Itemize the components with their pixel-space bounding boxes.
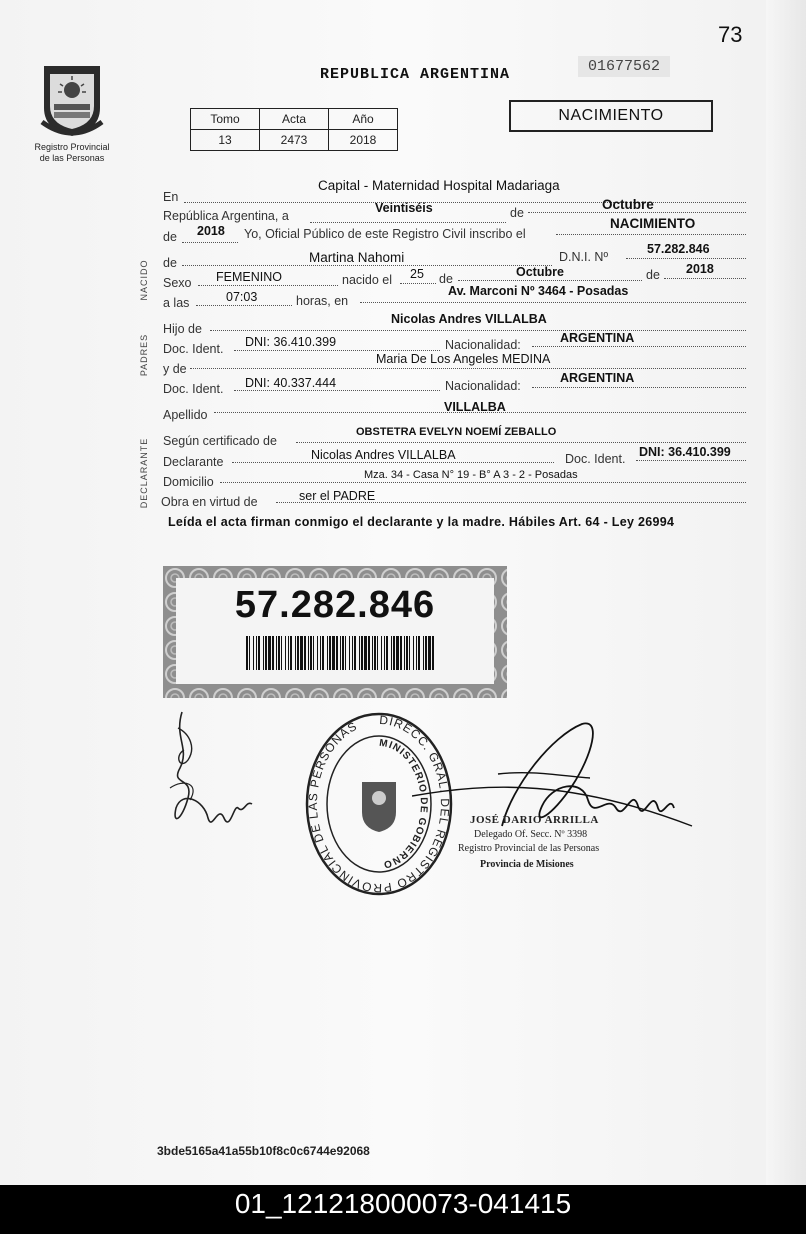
anio-header: Año [329,109,398,130]
dotted-line [556,234,746,235]
barcode-bar [327,636,328,670]
en-label: En [163,190,179,204]
barcode-bar [300,636,303,670]
dotted-line [626,258,746,259]
apellido-value: VILLALBA [444,400,506,414]
handwritten-signature-left [160,708,270,838]
official-office: Registro Provincial de las Personas [458,843,600,854]
barcode-icon [246,636,436,670]
apellido-label: Apellido [163,408,208,422]
barcode-bar [368,636,370,670]
dotted-line [198,285,338,286]
registry-caption-line-1: Registro Provincial [34,142,110,152]
country-title: REPUBLICA ARGENTINA [320,66,511,83]
yde-label: y de [163,362,187,376]
barcode-bar [413,636,414,670]
declarante-value: Nicolas Andres VILLALBA [311,448,456,462]
barcode-bar [276,636,277,670]
padre-value: Nicolas Andres VILLALBA [391,312,547,326]
barcode-bar [354,636,356,670]
horas-label: horas, en [296,294,349,308]
barcode-bar [384,636,385,670]
page-number: 73 [718,22,743,47]
barcode-bar [400,636,402,670]
barcode-bar [423,636,424,670]
barcode-bar [265,636,267,670]
barcode-bar [268,636,271,670]
declarante-dni-value: DNI: 36.410.399 [639,445,731,459]
birth-day-value: 25 [410,267,424,281]
nacido-label: nacido el [342,273,393,287]
dni-label: D.N.I. Nº [559,250,609,264]
barcode-bar [322,636,324,670]
madre-value: Maria De Los Angeles MEDINA [376,352,551,366]
oficial-label: Yo, Oficial Público de este Registro Civil inscribo el [244,227,526,241]
nacionalidad-label: Nacionalidad: [445,338,521,352]
padre-nacionalidad-value: ARGENTINA [560,331,635,345]
record-type-box: NACIMIENTO [509,100,713,132]
de-label: de [510,206,524,220]
barcode-bar [253,636,254,670]
dotted-line [220,482,746,483]
barcode-bar [297,636,299,670]
padre-dni-value: DNI: 36.410.399 [245,335,337,349]
barcode-bar [352,636,353,670]
barcode-bar [329,636,331,670]
dotted-line [190,368,746,369]
doc-ident-label: Doc. Ident. [565,452,626,466]
registry-caption-line-2: de las Personas [39,153,105,163]
barcode-bar [406,636,408,670]
barcode-bar [386,636,388,670]
nacionalidad-label: Nacionalidad: [445,379,521,393]
barcode-bar [409,636,410,670]
barcode-bar [320,636,321,670]
birth-year-value: 2018 [686,262,714,276]
obra-label: Obra en virtud de [161,495,258,509]
barcode-bar [332,636,335,670]
certificado-value: OBSTETRA EVELYN NOEMÍ ZEBALLO [356,426,557,438]
doc-ident-label: Doc. Ident. [163,342,224,356]
dotted-line [234,390,440,391]
madre-nacionalidad-value: ARGENTINA [560,371,635,385]
barcode-bar [364,636,367,670]
tomo-header: Tomo [191,109,260,130]
dotted-line [664,278,746,279]
barcode-bar [295,636,296,670]
acta-value: 2473 [260,130,329,151]
province-coat-of-arms-icon [36,60,108,138]
barcode-bar [249,636,250,670]
barcode-bar [278,636,280,670]
declarante-label: Declarante [163,455,224,469]
year-value: 2018 [197,224,225,238]
dotted-line [360,302,746,303]
barcode-bar [404,636,405,670]
alas-label: a las [163,296,190,310]
barcode-bar [349,636,350,670]
barcode-bar [396,636,399,670]
barcode-bar [381,636,382,670]
official-province: Provincia de Misiones [480,859,574,870]
barcode-bar [288,636,289,670]
stamp-ring-text: DIRECC. GRAL. DEL REGISTRO PROVINCIAL DE LAS PERSONAS [305,712,452,896]
record-table [190,108,398,151]
barcode-bar [359,636,360,670]
name-value: Martina Nahomi [309,250,405,265]
madre-dni-value: DNI: 40.337.444 [245,376,337,390]
de-label: de [646,268,660,282]
barcode-bar [340,636,341,670]
barcode-bar [428,636,431,670]
dotted-line [296,442,746,443]
barcode-bar [336,636,338,670]
closing-note: Leída el acta firman conmigo el declarante y la madre. Hábiles Art. 64 - Ley 26994 [168,515,675,529]
stamp-inner-text: MINISTERIO DE GOBIERNO [378,737,430,870]
official-name: JOSÉ DARIO ARRILLA [470,814,599,826]
dotted-line [184,202,746,203]
dotted-line [458,280,642,281]
barcode-bar [263,636,264,670]
hijo-label: Hijo de [163,322,202,336]
de-label: de [439,272,453,286]
republica-label: República Argentina, a [163,209,289,223]
barcode-bar [290,636,292,670]
serial-number: 01677562 [578,56,670,77]
acta-header: Acta [260,109,329,130]
barcode-bar [372,636,373,670]
barcode-bar [391,636,392,670]
barcode-bar [304,636,306,670]
dotted-line [532,387,746,388]
dotted-line [234,350,440,351]
barcode-bar [308,636,309,670]
lugar-value: Av. Marconi Nº 3464 - Posadas [448,284,629,298]
barcode-bar [281,636,282,670]
dni-card-number: 57.282.846 [234,584,436,626]
doc-ident-label: Doc. Ident. [163,382,224,396]
side-label-nacido: NACIDO [139,259,149,301]
barcode-bar [345,636,346,670]
barcode-bar [432,636,434,670]
de-label: de [163,230,177,244]
tomo-value: 13 [191,130,260,151]
sexo-label: Sexo [163,276,192,290]
barcode-bar [313,636,314,670]
barcode-bar [393,636,395,670]
barcode-bar [256,636,257,670]
barcode-bar [317,636,318,670]
barcode-bar [418,636,420,670]
day-value: Veintiséis [375,201,433,215]
barcode-bar [361,636,363,670]
barcode-bar [258,636,260,670]
anio-value: 2018 [329,130,398,151]
place-value: Capital - Maternidad Hospital Madariaga [318,178,560,193]
registry-caption [18,142,126,164]
dotted-line [310,222,506,223]
side-label-declarante: DECLARANTE [139,437,149,509]
barcode-bar [425,636,427,670]
month-value: Octubre [602,197,654,212]
dotted-line [210,330,746,331]
page-edge-shadow [766,0,806,1185]
barcode-bar [310,636,312,670]
barcode-bar [374,636,376,670]
de-label: de [163,256,177,270]
dotted-line [182,242,238,243]
barcode-bar [416,636,417,670]
barcode-bar [377,636,378,670]
dotted-line [196,305,292,306]
side-label-padres: PADRES [139,333,149,377]
barcode-bar [285,636,286,670]
dotted-line [532,346,746,347]
record-table-value-row [191,130,398,151]
footer-code: 01_121218000073-041415 [234,1188,572,1219]
dni-value: 57.282.846 [647,242,710,256]
record-table-header-row [191,109,398,130]
hora-value: 07:03 [226,290,258,304]
dotted-line [528,212,746,213]
dotted-line [232,462,554,463]
obra-value: ser el PADRE [299,489,376,503]
barcode-bar [342,636,344,670]
domicilio-label: Domicilio [163,475,214,489]
inscribo-value: NACIMIENTO [610,216,696,231]
dotted-line [400,283,436,284]
dotted-line [636,460,746,461]
official-role: Delegado Of. Secc. Nº 3398 [474,829,588,840]
sexo-value: FEMENINO [216,270,282,284]
barcode-bar [246,636,248,670]
domicilio-value: Mza. 34 - Casa N° 19 - B° A 3 - 2 - Posadas [364,469,578,481]
birth-month-value: Octubre [516,265,564,279]
dotted-line [182,265,552,266]
document-hash: 3bde5165a41a55b10f8c0c6744e92068 [157,1144,370,1158]
barcode-bar [272,636,274,670]
segun-label: Según certificado de [163,434,277,448]
